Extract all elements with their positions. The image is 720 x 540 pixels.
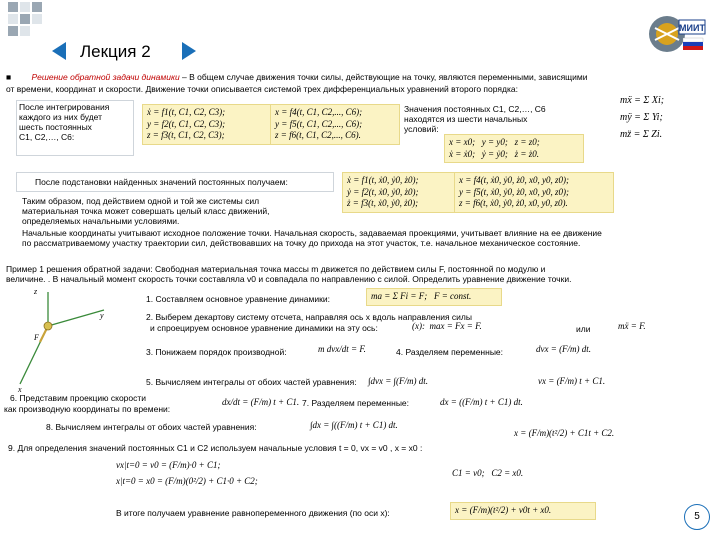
x-axis-label: x bbox=[18, 385, 22, 394]
final-text: В итоге получаем уравнение равнопеременного движения (по оси x): bbox=[116, 508, 390, 518]
equation: x = x0; y = y0; z = z0; bbox=[449, 137, 540, 147]
page-number: 5 bbox=[684, 504, 710, 530]
paragraph-line: определяемых начальными условиями. bbox=[22, 216, 180, 226]
equation: ż = f3(t, ẋ0, ẏ0, ż0); bbox=[347, 198, 419, 208]
equation: mz̈ = Σ Zi. bbox=[620, 129, 663, 140]
equation: y = f2(t, C1, C2, C3); bbox=[147, 118, 226, 129]
step-1: 1. Составляем основное уравнение динамики: bbox=[146, 294, 330, 304]
y-axis-label: y bbox=[100, 311, 104, 320]
step-1-equation: ma = Σ Fi = F; F = const. bbox=[366, 288, 502, 306]
coordinate-axes-diagram bbox=[14, 288, 134, 396]
step-9-equation-1: vx|t=0 = v0 = (F/m)·0 + C1; bbox=[116, 460, 221, 470]
page-title: Лекция 2 bbox=[80, 42, 151, 61]
equation: ẋ = f1(t, C1, C2, C3); bbox=[147, 107, 226, 117]
coordinate-solution bbox=[454, 172, 614, 213]
paragraph-intro bbox=[22, 196, 332, 226]
final-equation: x = (F/m)(t²/2) + v0t + x0. bbox=[450, 502, 596, 520]
step-6-line-2: как производную координаты по времени: bbox=[4, 404, 171, 414]
z-axis-label: z bbox=[34, 288, 38, 296]
example-statement bbox=[6, 264, 718, 284]
equation: z = f6(t, C1, C2,..., C6). bbox=[275, 130, 361, 140]
intro-line-2: от времени, координат и скорости. Движение точки описывается системой трех дифференциальных уравнений второго порядка: bbox=[6, 84, 518, 94]
step-8-equation: ∫dx = ∫((F/m) t + C1) dt. bbox=[310, 420, 398, 430]
step-9-equation-2: x|t=0 = x0 = (F/m)(0²/2) + C1·0 + C2; bbox=[116, 476, 258, 486]
previous-slide-button[interactable] bbox=[52, 42, 66, 60]
paragraph-line: Начальные координаты учитывают исходное положение точки. Начальная скорость, задаваемая проекциями, учитывает влияние на ее движение bbox=[22, 228, 602, 238]
force-label: F bbox=[34, 333, 39, 342]
equation: ẋ = ẋ0; ẏ = ẏ0; ż = ż0. bbox=[449, 148, 539, 159]
integration-note bbox=[16, 100, 134, 156]
example-line: Пример 1 решения обратной задачи: Свободная материальная точка массы m движется по действием силы F, постоянной по модулю и bbox=[6, 264, 546, 274]
step-7: 7. Разделяем переменные: bbox=[302, 398, 410, 408]
equation: y = f5(t, ẋ0, ẏ0, ż0, x0, y0, z0); bbox=[459, 186, 570, 197]
intro-text-1: – В общем случае движения точки силы, действующие на точку, являются переменными, зависящими bbox=[179, 72, 588, 82]
equation: mÿ = Σ Yi; bbox=[620, 112, 663, 123]
step-6-line-1: 6. Представим проекцию скорости bbox=[10, 393, 147, 403]
integration-note-line: каждого из них будет bbox=[19, 112, 103, 122]
step-9-result: C1 = v0; C2 = x0. bbox=[452, 468, 524, 478]
equation: z = f3(t, C1, C2, C3); bbox=[147, 130, 225, 140]
step-4: 4. Разделяем переменные: bbox=[396, 347, 504, 357]
step-8: 8. Вычисляем интегралы от обоих частей уравнения: bbox=[46, 422, 257, 432]
equation: mẍ = Σ Xi; bbox=[620, 95, 665, 106]
next-slide-button[interactable] bbox=[182, 42, 196, 60]
equation: y = f5(t, C1, C2,..., C6); bbox=[275, 118, 363, 129]
paragraph-line: по рассматриваемому участку траектории сил, действовавших на точку до прихода на этот участок, т.е. начальное механическое состояние. bbox=[22, 238, 581, 248]
step-7-equation: dx = ((F/m) t + C1) dt. bbox=[440, 397, 523, 407]
constants-note bbox=[404, 104, 584, 134]
step-5: 5. Вычисляем интегралы от обоих частей уравнения: bbox=[146, 377, 357, 387]
step-9: 9. Для определения значений постоянных C1 и C2 используем начальные условия t = 0, vx = v0 , x = x0 : bbox=[8, 443, 423, 453]
step-3: 3. Понижаем порядок производной: bbox=[146, 347, 287, 357]
svg-text:МИИТ: МИИТ bbox=[679, 23, 705, 33]
step-6-equation: dx/dt = (F/m) t + C1. bbox=[222, 397, 300, 407]
step-2-line-1: 2. Выберем декартову систему отсчета, направляя ось x вдоль направления силы bbox=[146, 312, 472, 322]
velocity-solution bbox=[342, 172, 458, 213]
equation: ẋ = f1(t, ẋ0, ẏ0, ż0); bbox=[347, 175, 419, 185]
constants-note-line: находятся из шести начальных bbox=[404, 114, 528, 124]
step-2-line-2: и спроецируем основное уравнение динамики на эту ось: bbox=[150, 323, 378, 333]
university-logo bbox=[645, 8, 707, 60]
equation: z = f6(t, ẋ0, ẏ0, ż0, x0, y0, z0). bbox=[459, 198, 568, 208]
newton-equations bbox=[620, 92, 664, 143]
step-2-equation-alt: mẍ = F. bbox=[618, 321, 646, 331]
equation: ẏ = f2(t, ẋ0, ẏ0, ż0); bbox=[347, 186, 419, 197]
initial-conditions bbox=[444, 134, 584, 163]
integration-note-line: После интегрирования bbox=[19, 102, 110, 112]
integration-note-line: C1, C2,…, C6: bbox=[19, 132, 75, 142]
step-5-result: vx = (F/m) t + C1. bbox=[538, 376, 606, 386]
substitution-note: После подстановки найденных значений постоянных получаем: bbox=[16, 172, 334, 192]
velocity-system bbox=[142, 104, 272, 145]
constants-note-line: Значения постоянных C1, C2,…, C6 bbox=[404, 104, 546, 114]
step-5-equation: ∫dvx = ∫(F/m) dt. bbox=[368, 376, 428, 386]
equation: x = f4(t, ẋ0, ẏ0, ż0, x0, y0, z0); bbox=[459, 175, 570, 185]
step-8-result: x = (F/m)(t²/2) + C1t + C2. bbox=[514, 428, 615, 438]
step-3-equation: m dvx/dt = F. bbox=[318, 344, 366, 354]
coordinate-system bbox=[270, 104, 400, 145]
integration-note-line: шесть постоянных bbox=[19, 122, 92, 132]
paragraph-initial-state bbox=[22, 228, 718, 248]
intro-heading: Решение обратной задачи динамики bbox=[31, 72, 180, 82]
example-line: величине. . В начальный момент скорость точки составляла v0 и совпадала по направлению с силой. Определить уравнение движение точки. bbox=[6, 274, 572, 284]
step-4-equation: dvx = (F/m) dt. bbox=[536, 344, 592, 354]
step-2-equation: (x): max = Fx = F. bbox=[412, 321, 482, 331]
intro-line-1 bbox=[6, 72, 716, 82]
paragraph-line: Таким образом, под действием одной и той же системы сил bbox=[22, 196, 260, 206]
constants-note-line: условий: bbox=[404, 124, 439, 134]
bullet-icon: ■ bbox=[6, 72, 12, 82]
paragraph-line: материальная точка может совершать целый класс движений, bbox=[22, 206, 270, 216]
equation: x = f4(t, C1, C2,..., C6); bbox=[275, 107, 363, 117]
step-2-or: или bbox=[576, 324, 591, 334]
